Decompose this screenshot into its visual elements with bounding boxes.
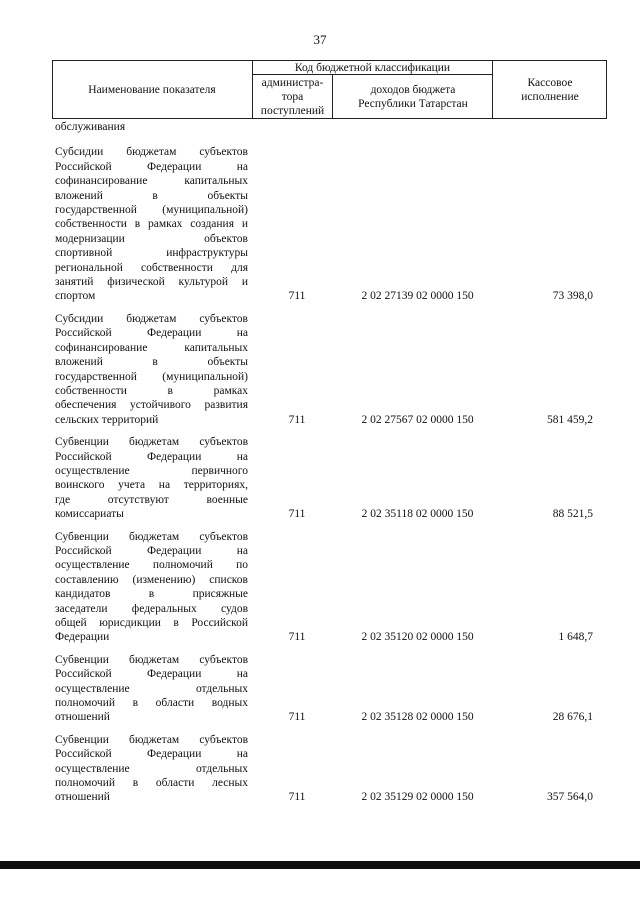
row-name-line: осуществление отдельных xyxy=(55,762,248,775)
table-header xyxy=(52,60,607,119)
row-name-line: осуществление первичного xyxy=(55,464,248,477)
row-name-line: Российской Федерации на xyxy=(55,450,248,463)
row-name-line: вложений в объекты xyxy=(55,356,248,369)
header-code-group-label: Код бюджетной классификации xyxy=(294,61,451,74)
row-amount: 581 459,2 xyxy=(547,413,593,426)
row-name-line: отношений xyxy=(55,791,110,804)
row-name-line: модернизации объектов xyxy=(55,232,248,245)
row-name-line: Российской Федерации на xyxy=(55,160,248,173)
row-name-line: Субсидии бюджетам субъектов xyxy=(55,312,248,325)
header-income-label: доходов бюджета Республики Татарстан xyxy=(358,83,468,110)
row-amount: 1 648,7 xyxy=(558,631,593,644)
row-name-line: где отсутствуют военные xyxy=(55,493,248,506)
row-name-line: обеспечения устойчивого развития xyxy=(55,399,248,412)
row-admin-code: 711 xyxy=(288,791,306,804)
row-admin-code: 711 xyxy=(288,711,306,724)
row-name-line: собственности в рамках xyxy=(55,384,248,397)
row-name-line: спортивной инфраструктуры xyxy=(55,247,248,260)
row-name-line: общей юрисдикции в Российской xyxy=(55,617,248,629)
row-name-line: софинансирование капитальных xyxy=(55,175,248,188)
row-name-line: вложений в объекты xyxy=(55,189,248,202)
row-name-line: государственной (муниципальной) xyxy=(55,370,248,383)
row-admin-code: 711 xyxy=(288,631,306,644)
row-name-line: воинского учета на территориях, xyxy=(55,479,248,492)
header-exec-label: Кассовое исполнение xyxy=(521,76,579,103)
row-admin-code: 711 xyxy=(288,413,306,426)
row-name-line: государственной (муниципальной) xyxy=(55,204,248,217)
row-name-line: Российской Федерации на xyxy=(55,544,248,557)
row-admin-code: 711 xyxy=(288,290,306,303)
table-body xyxy=(55,120,605,813)
row-name-line: занятий физической культурой и xyxy=(55,276,248,289)
row-income-code: 2 02 35118 02 0000 150 xyxy=(361,508,474,521)
row-income-code: 2 02 27139 02 0000 150 xyxy=(361,290,474,303)
table-row xyxy=(55,733,605,805)
row-name xyxy=(55,733,248,805)
row-name-line: Субвенции бюджетам субъектов xyxy=(55,436,248,449)
row-name xyxy=(55,653,248,725)
header-name-label: Наименование показателя xyxy=(88,83,216,96)
row-income-code: 2 02 27567 02 0000 150 xyxy=(361,413,474,426)
row-name xyxy=(55,145,248,303)
row-income-code: 2 02 35120 02 0000 150 xyxy=(361,631,474,644)
row-name-line: отношений xyxy=(55,711,110,724)
row-name-line: заседатели федеральных судов xyxy=(55,602,248,615)
row-name-line: сельских территорий xyxy=(55,413,159,426)
table-row xyxy=(55,312,605,427)
row-name-line: Субвенции бюджетам субъектов xyxy=(55,733,248,746)
carryover-row xyxy=(55,120,605,134)
row-name-line: собственности в рамках создания и xyxy=(55,218,248,231)
table-row xyxy=(55,653,605,725)
row-name-line: Российской Федерации на xyxy=(55,327,248,340)
row-name xyxy=(55,312,248,427)
row-name-line: Субвенции бюджетам субъектов xyxy=(55,653,248,666)
row-name-line: комиссариаты xyxy=(55,508,124,521)
row-name-line: региональной собственности для xyxy=(55,261,248,274)
row-amount: 88 521,5 xyxy=(552,508,593,521)
row-name-line: спортом xyxy=(55,290,96,303)
table-row xyxy=(55,145,605,303)
row-name-line: Российской Федерации на xyxy=(55,748,248,761)
row-name-line: полномочий в области лесных xyxy=(55,777,248,790)
row-name-line: полномочий в области водных xyxy=(55,697,248,710)
page-number: 37 xyxy=(313,32,327,47)
table-row xyxy=(55,530,605,645)
carryover-text: обслуживания xyxy=(55,121,126,133)
row-name-line: Российской Федерации на xyxy=(55,668,248,681)
row-name-line: кандидатов в присяжные xyxy=(55,588,248,601)
row-name-line: Федерации xyxy=(55,631,110,644)
row-admin-code: 711 xyxy=(288,508,306,521)
header-admin-label: администра- тора поступлений xyxy=(260,76,325,117)
row-name-line: составлению (изменению) списков xyxy=(55,573,248,586)
row-name xyxy=(55,435,248,521)
row-amount: 73 398,0 xyxy=(552,290,593,303)
row-name-line: осуществление отдельных xyxy=(55,682,248,695)
row-amount: 28 676,1 xyxy=(552,711,593,724)
row-name-line: Субвенции бюджетам субъектов xyxy=(55,530,248,543)
row-name-line: софинансирование капитальных xyxy=(55,341,248,354)
row-name-line: Субсидии бюджетам субъектов xyxy=(55,146,248,159)
row-income-code: 2 02 35129 02 0000 150 xyxy=(361,791,474,804)
scan-edge-bar xyxy=(0,861,640,869)
row-name xyxy=(55,530,248,645)
table-row xyxy=(55,435,605,521)
row-amount: 357 564,0 xyxy=(547,791,593,804)
row-income-code: 2 02 35128 02 0000 150 xyxy=(361,711,474,724)
row-name-line: осуществление полномочий по xyxy=(55,559,248,572)
